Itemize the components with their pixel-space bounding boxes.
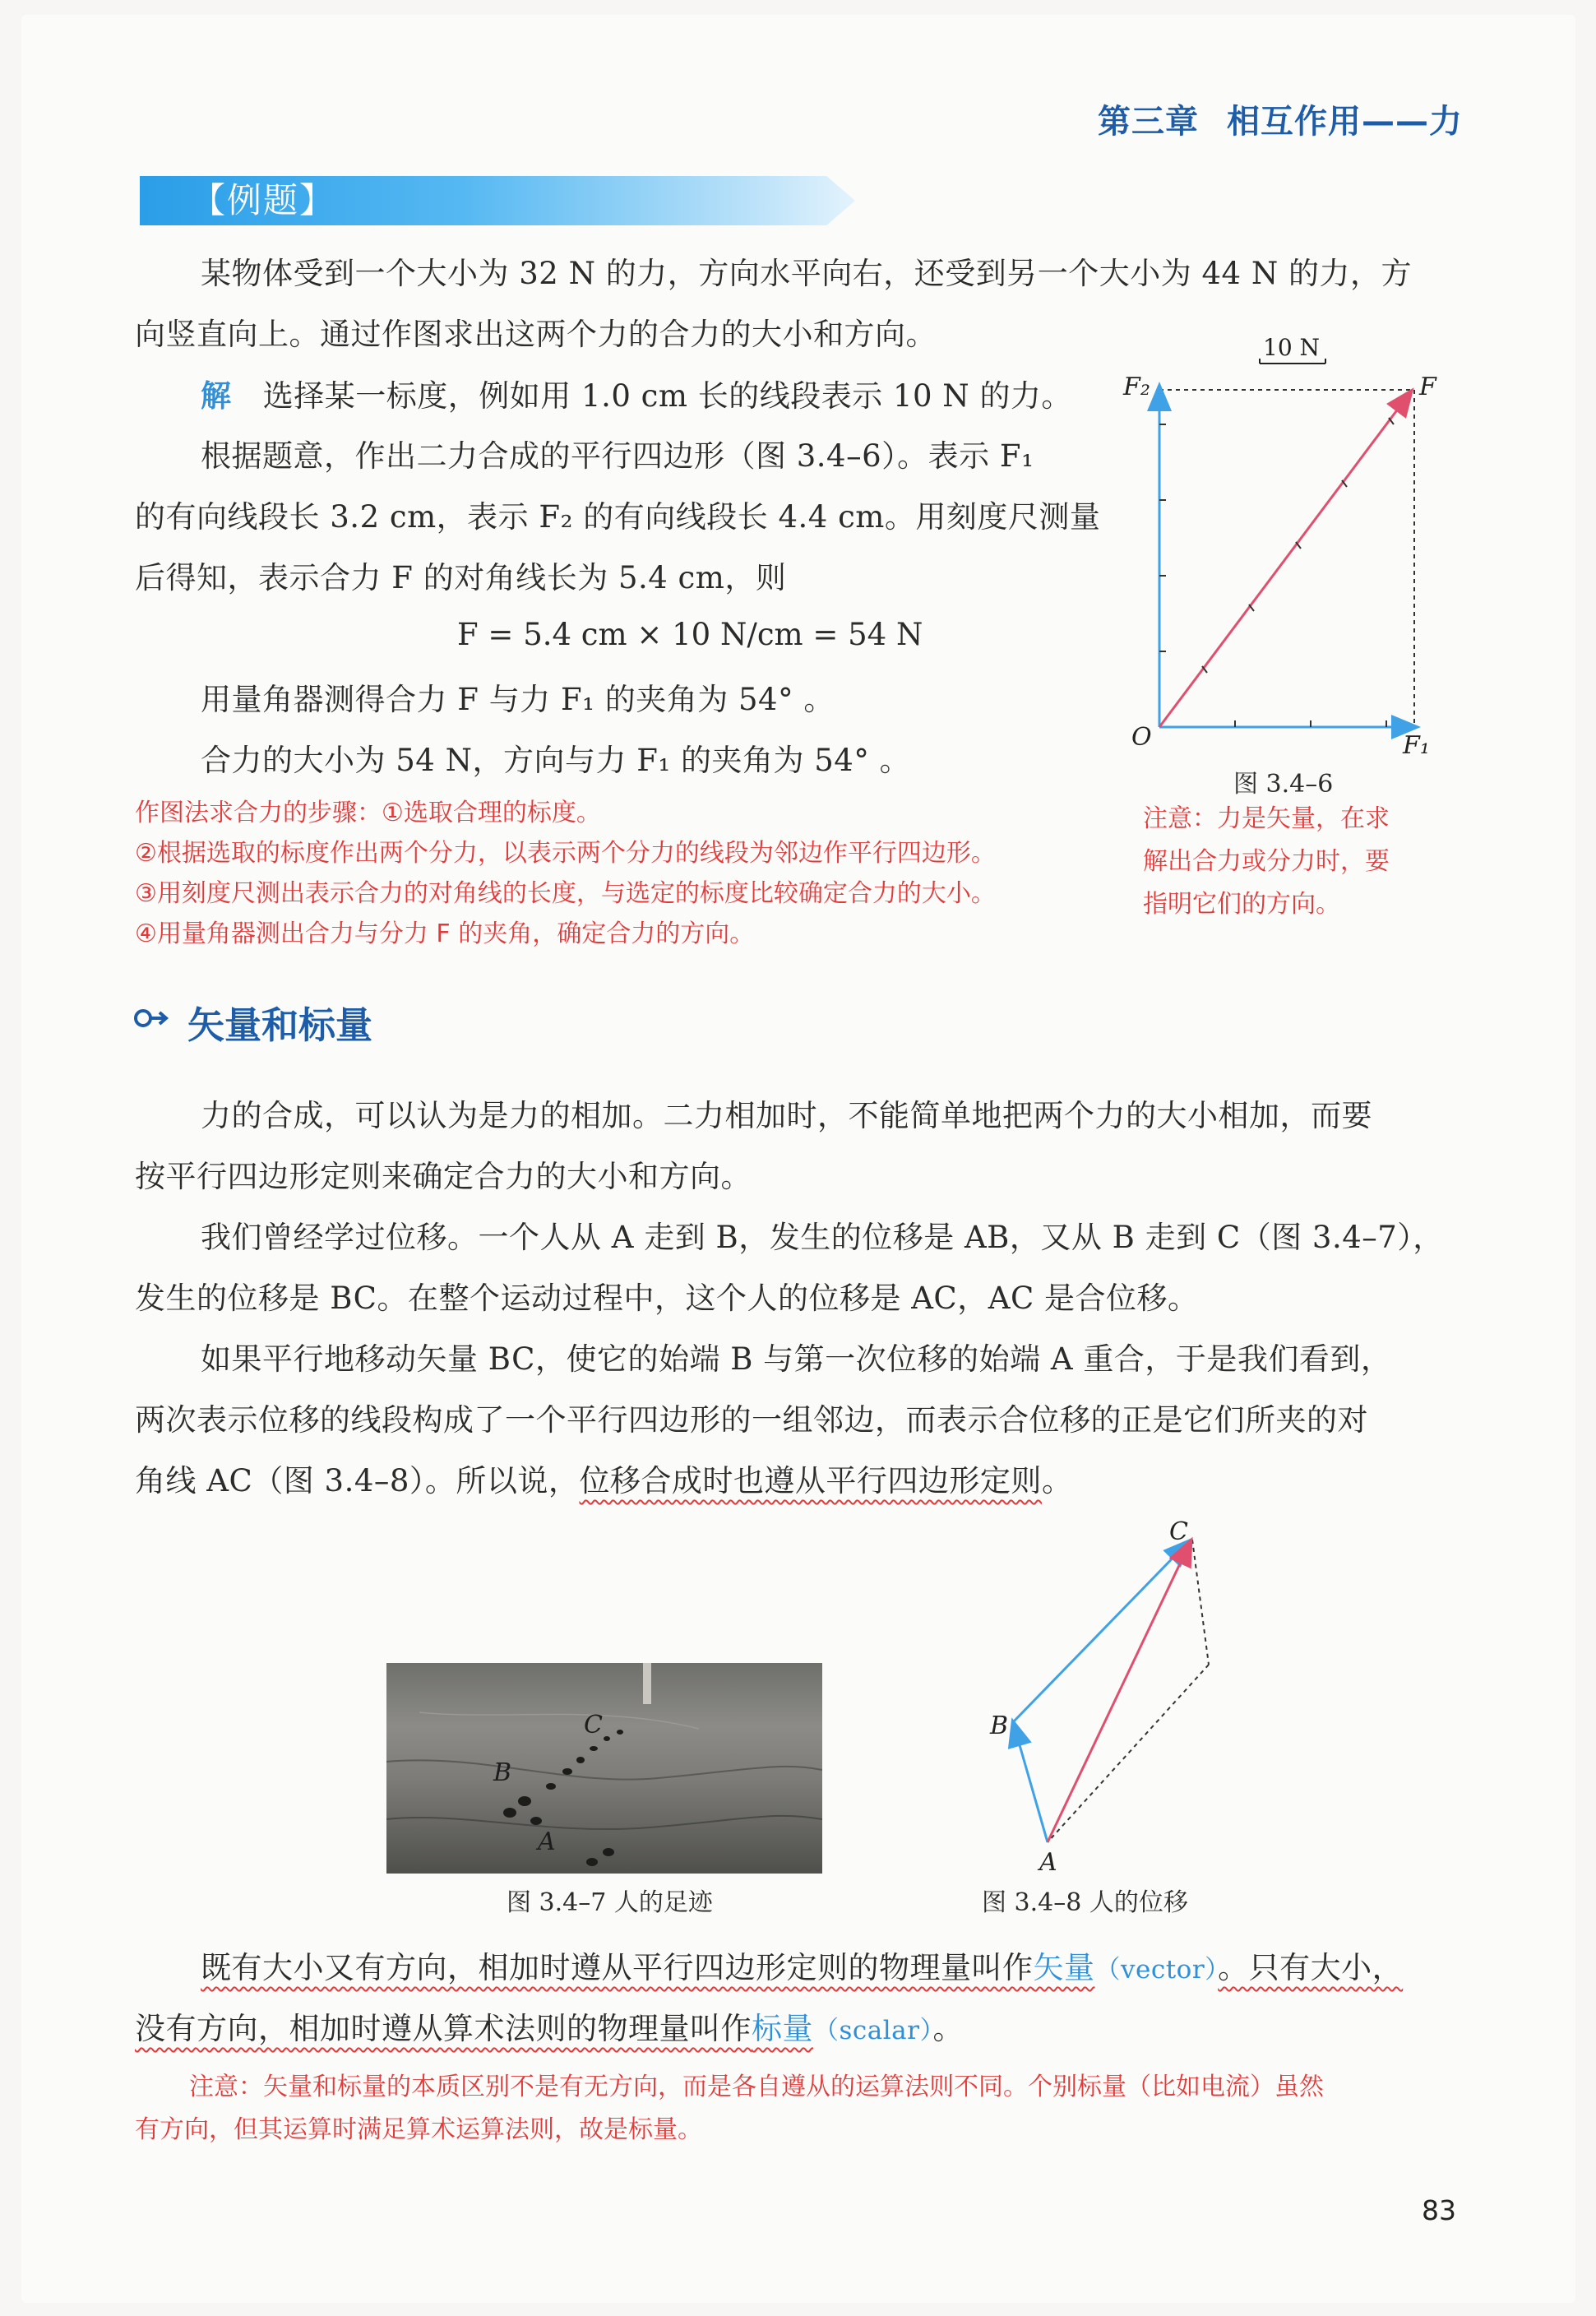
dashed-side-1 [1192, 1540, 1209, 1665]
figure-3-4-6 [1102, 321, 1464, 781]
photo-mark-c: C [584, 1711, 603, 1739]
photo-mark-b: B [493, 1758, 512, 1787]
label-a: A [1039, 1848, 1057, 1877]
term-scalar: 标量 [752, 2011, 813, 2046]
solution-line-5: 用量角器测得合力 F 与力 F₁ 的夹角为 54° 。 [201, 682, 835, 717]
footprints-photo [386, 1663, 822, 1874]
figure-3-4-7-caption: 图 3.4–7 人的足迹 [507, 1888, 713, 1917]
body-p3-line1: 如果平行地移动矢量 BC，使它的始端 B 与第一次位移的始端 A 重合，于是我们看到， [201, 1341, 1392, 1377]
dashed-side-2 [1048, 1665, 1209, 1842]
figure-3-4-6-caption: 图 3.4–6 [1233, 770, 1334, 799]
example-banner-label: 【例题】 [191, 180, 336, 220]
body-p1-line2: 按平行四边形定则来确定合力的大小和方向。 [135, 1159, 752, 1194]
body-p1-line1: 力的合成，可以认为是力的相加。二力相加时，不能简单地把两个力的大小相加，而要 [201, 1098, 1372, 1133]
label-f: F [1419, 373, 1436, 401]
key-statement: 位移合成时也遵从平行四边形定则 [579, 1463, 1042, 1498]
definition-line-2: 没有方向，相加时遵从算术法则的物理量叫作标量（scalar）。 [135, 2011, 964, 2046]
step-1: 作图法求合力的步骤：①选取合理的标度。 [135, 799, 601, 827]
photo-mark-a: A [538, 1827, 556, 1856]
solution-line-4: 后得知，表示合力 F 的对角线长为 5.4 cm，则 [135, 560, 787, 595]
vector-ac [1048, 1541, 1191, 1842]
solution-line-6: 合力的大小为 54 N，方向与力 F₁ 的夹角为 54° 。 [201, 743, 911, 778]
solution-label: 解 [201, 378, 232, 414]
resultant-f-vector [1159, 391, 1411, 727]
problem-line-1: 某物体受到一个大小为 32 N 的力，方向水平向右，还受到另一个大小为 44 N 的力，方 [201, 256, 1412, 291]
section-arrow-icon [130, 1003, 179, 1033]
resultant-ticks [1202, 418, 1394, 673]
chapter-header [1098, 95, 1463, 142]
page-number: 83 [1422, 2194, 1456, 2226]
chapter-title: 相互作用——力 [1227, 103, 1463, 141]
figure-3-4-8 [970, 1517, 1250, 1878]
problem-line-2: 向竖直向上。通过作图求出这两个力的合力的大小和方向。 [135, 317, 937, 352]
vector-ab [1013, 1722, 1048, 1842]
bottom-note [135, 2066, 1483, 2152]
solution-equation: F = 5.4 cm × 10 N/cm = 54 N [457, 617, 923, 652]
label-b: B [990, 1712, 1009, 1740]
step-2: ②根据选取的标度作出两个分力，以表示两个分力的线段为邻边作平行四边形。 [135, 839, 996, 868]
vector-bc [1013, 1541, 1189, 1722]
solution-line-3: 的有向线段长 3.2 cm，表示 F₂ 的有向线段长 4.4 cm。用刻度尺测量 [135, 499, 1101, 535]
solution-line-1: 解 选择某一标度，例如用 1.0 cm 长的线段表示 10 N 的力。 [201, 378, 1072, 414]
chapter-number: 第三章 [1098, 103, 1199, 141]
label-origin: O [1131, 723, 1152, 752]
section-title: 矢量和标量 [187, 1003, 373, 1047]
steps-note [135, 793, 1122, 954]
term-vector: 矢量 [1033, 1950, 1095, 1985]
figure-3-4-8-caption: 图 3.4–8 人的位移 [982, 1888, 1188, 1917]
bottom-note-line-2: 有方向，但其运算时满足算术运算法则，故是标量。 [135, 2115, 702, 2144]
body-p3-line3: 角线 AC（图 3.4–8）。所以说，位移合成时也遵从平行四边形定则。 [135, 1463, 1073, 1498]
definition-line-1: 既有大小又有方向，相加时遵从平行四边形定则的物理量叫作矢量（vector）。只有大小， [201, 1950, 1404, 1985]
body-p2-line2: 发生的位移是 BC。在整个运动过程中，这个人的位移是 AC，AC 是合位移。 [135, 1281, 1199, 1316]
step-4: ④用量角器测出合力与分力 F 的夹角，确定合力的方向。 [135, 919, 755, 948]
scale-label: 10 N [1263, 334, 1321, 361]
solution-line-2: 根据题意，作出二力合成的平行四边形（图 3.4–6）。表示 F₁ [201, 438, 1034, 474]
label-f1: F₁ [1403, 731, 1430, 760]
body-p2-line1: 我们曾经学过位移。一个人从 A 走到 B，发生的位移是 AB，又从 B 走到 C（图 3.4–7）， [201, 1220, 1444, 1255]
problem-statement [135, 243, 1467, 304]
label-c: C [1169, 1517, 1188, 1546]
vector-side-note: 注意：力是矢量，在求 解出合力或分力时，要 指明它们的方向。 [1143, 804, 1390, 919]
bottom-note-line-1: 注意：矢量和标量的本质区别不是有无方向，而是各自遵从的运算法则不同。个别标量（比如电流）虽然 [189, 2073, 1324, 2101]
body-p3-line2: 两次表示位移的线段构成了一个平行四边形的一组邻边，而表示合位移的正是它们所夹的对 [135, 1402, 1368, 1438]
step-3: ③用刻度尺测出表示合力的对角线的长度，与选定的标度比较确定合力的大小。 [135, 879, 996, 908]
label-f2: F₂ [1123, 373, 1150, 401]
